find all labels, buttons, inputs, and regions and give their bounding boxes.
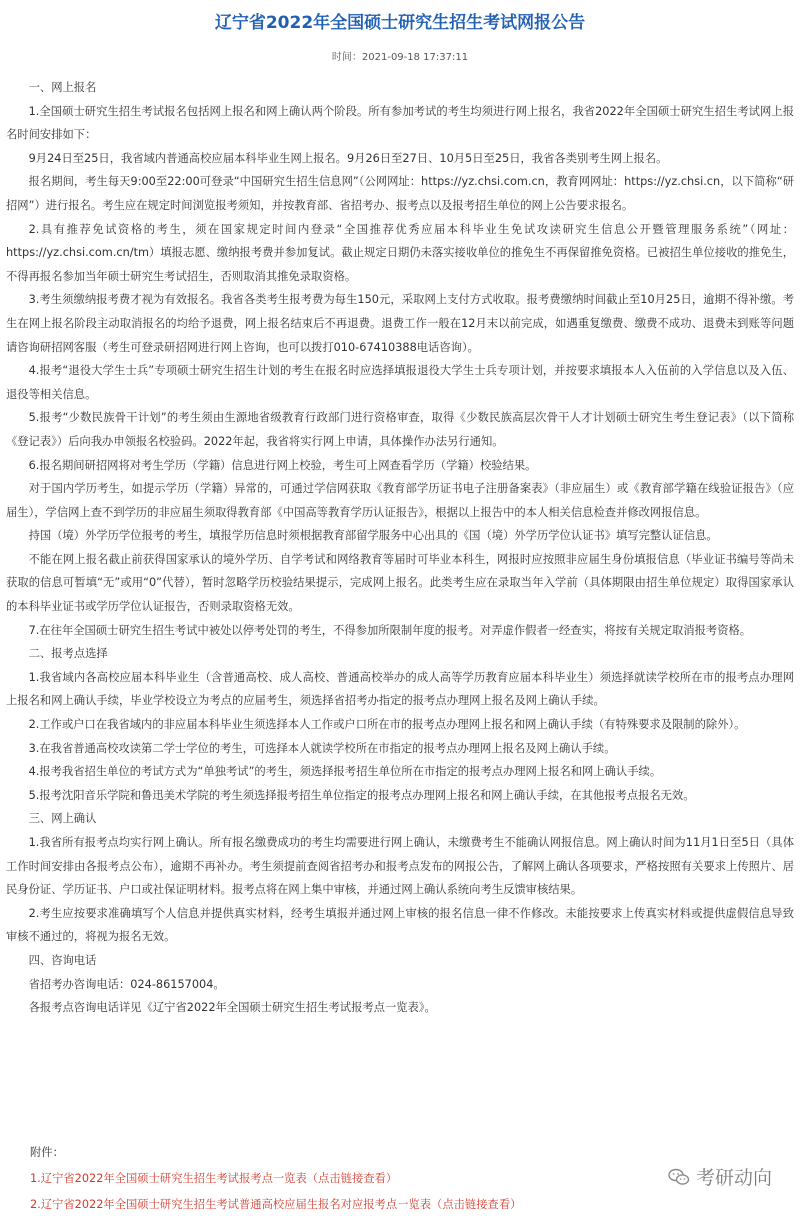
paragraph: 1.全国硕士研究生招生考试报名包括网上报名和网上确认两个阶段。所有参加考试的考生均须进行网上报名，我省2022年全国硕士研究生招生考试网上报名时间安排如下： xyxy=(6,104,794,142)
paragraph: 5.报考沈阳音乐学院和鲁迅美术学院的考生须选择报考招生单位指定的报考点办理网上报名和网上确认手续，在其他报考点报名无效。 xyxy=(28,788,695,802)
paragraph: 4.报考我省招生单位的考试方式为“单独考试”的考生，须选择报考招生单位所在市指定的报考点办理网上报名和网上确认手续。 xyxy=(28,765,662,779)
page-title: 辽宁省2022年全国硕士研究生招生考试网报公告 xyxy=(214,13,586,33)
paragraph: 1.我省域内各高校应届本科毕业生（含普通高校、成人高校、普通高校举办的成人高等学历教育应届本科毕业生）须选择就读学校所在市的报考点办理网上报名和网上确认手续，毕业学校设立为考点的应届考生，须选择省招考办指定的报考点办理网上报名及网上确认手续。 xyxy=(6,670,794,708)
watermark-text: 考研动向 xyxy=(696,1167,773,1189)
article-body xyxy=(6,76,794,1020)
paragraph: 不能在网上报名截止前获得国家承认的境外学历、自学考试和网络教育等届时可毕业本科生，网报时应按照非应届生身份填报信息（毕业证书编号等尚未获取的信息可暂填“无”或用“0”代替），暂时忽略学历校验结果提示，完成网上报名。此类考生应在录取当年入学前（具体期限由招生单位规定）取得国家承认的本科毕业证书或学历学位认证报告，否则录取资格无效。 xyxy=(6,552,794,614)
paragraph: 4.报考“退役大学生士兵”专项硕士研究生招生计划的考生在报名时应选择填报退役大学生士兵专项计划，并按要求填报本人入伍前的入学信息以及入伍、退役等相关信息。 xyxy=(6,364,794,401)
paragraph: 3.考生须缴纳报考费才视为有效报名。我省各类考生报考费为每生150元，采取网上支付方式收取。报考费缴纳时间截止至10月25日，逾期不得补缴。考生在网上报名阶段主动取消报名的均给予退费，网上报名结束后不再退费。退费工作一般在12月末以前完成，如遇重复缴费、缴费不成功、退费未到账等问题请咨询研招网客服（考生可登录研招网进行网上咨询，也可以拨打010-67410388电话咨询）。 xyxy=(6,293,794,354)
paragraph: 9月24日至25日，我省域内普通高校应届本科毕业生网上报名。9月26日至27日、10月5日至25日，我省各类别考生网上报名。 xyxy=(28,151,668,165)
paragraph: 省招考办咨询电话：024-86157004。 xyxy=(28,977,225,991)
watermark xyxy=(668,1163,772,1190)
attachment-link-1[interactable]: 1.辽宁省2022年全国硕士研究生招生考试报考点一览表（点击链接查看） xyxy=(30,1172,398,1185)
paragraph: 1.我省所有报考点均实行网上确认。所有报名缴费成功的考生均需要进行网上确认，未缴费考生不能确认网报信息。网上确认时间为11月1日至5日（具体工作时间安排由各报考点公布），逾期不再补办。考生须提前查阅省招考办和报考点发布的网报公告，了解网上确认各项要求，严格按照有关要求上传照片、居民身份证、学历证书、户口或社保证明材料。报考点将在网上集中审核，并通过网上确认系统向考生反馈审核结果。 xyxy=(6,836,794,897)
attachments-label: 附件： xyxy=(30,1146,64,1159)
section-heading: 四、咨询电话 xyxy=(28,953,97,967)
paragraph: 持国（境）外学历学位报考的考生，填报学历信息时须根据教育部留学服务中心出具的《国（境）外学历学位认证书》填写完整认证信息。 xyxy=(28,529,718,543)
paragraph: 报名期间，考生每天9:00至22:00可登录“中国研究生招生信息网”（公网网址：https://yz.chsi.com.cn，教育网网址：https://yz.chsi.cn，以下简称“研招网”）进行报名。考生应在规定时间浏览报考须知，并按教育部、省招考办、报考点以及报考招生单位的网上公告要求报名。 xyxy=(6,175,794,212)
paragraph: 6.报名期间研招网将对考生学历（学籍）信息进行网上校验，考生可上网查看学历（学籍）校验结果。 xyxy=(28,458,537,472)
paragraph: 对于国内学历考生，如提示学历（学籍）异常的，可通过学信网获取《教育部学历证书电子注册备案表》（非应届生）或《教育部学籍在线验证报告》（应届生），学信网上查不到学历的非应届生须取得教育部《中国高等教育学历认证报告》，根据以上报告中的本人相关信息检查并修改网报信息。 xyxy=(6,482,794,519)
wechat-icon xyxy=(668,1168,690,1186)
section-heading: 三、网上确认 xyxy=(28,812,97,826)
paragraph: 2.具有推荐免试资格的考生，须在国家规定时间内登录“全国推荐优秀应届本科毕业生免试攻读研究生信息公开暨管理服务系统”（网址：https://yz.chsi.com.cn/tm）填报志愿、缴纳报考费并参加复试。截止规定日期仍未落实接收单位的推免生不再保留推免资格。已被招生单位接收的推免生，不得再报名参加当年硕士研究生考试招生，否则取消其推免录取资格。 xyxy=(6,222,794,283)
section-heading: 一、网上报名 xyxy=(28,81,97,94)
paragraph: 3.在我省普通高校攻读第二学士学位的考生，可选择本人就读学校所在市指定的报考点办理网上报名及网上确认手续。 xyxy=(28,741,616,755)
paragraph: 7.在往年全国硕士研究生招生考试中被处以停考处罚的考生，不得参加所限制年度的报考。对弄虚作假者一经查实，将按有关规定取消报考资格。 xyxy=(28,623,752,637)
paragraph: 2.工作或户口在我省域内的非应届本科毕业生须选择本人工作或户口所在市的报考点办理网上报名和网上确认手续（有特殊要求及限制的除外）。 xyxy=(28,718,746,732)
attachment-link-2[interactable]: 2.辽宁省2022年全国硕士研究生招生考试普通高校应届生报名对应报考点一览表（点击链接查看） xyxy=(30,1198,522,1211)
section-heading: 二、报考点选择 xyxy=(28,647,108,661)
paragraph: 各报考点咨询电话详见《辽宁省2022年全国硕士研究生招生考试报考点一览表》。 xyxy=(28,1001,436,1015)
paragraph: 5.报考“少数民族骨干计划”的考生须由生源地省级教育行政部门进行资格审查，取得《少数民族高层次骨干人才计划硕士研究生考生登记表》（以下简称《登记表》）后向我办申领报名校验码。2022年起，我省将实行网上申请，具体操作办法另行通知。 xyxy=(6,411,794,448)
paragraph: 2.考生应按要求准确填写个人信息并提供真实材料，经考生填报并通过网上审核的报名信息一律不作修改。未能按要求上传真实材料或提供虚假信息导致审核不通过的，将视为报名无效。 xyxy=(6,906,794,944)
publish-time: 时间：2021-09-18 17:37:11 xyxy=(331,52,469,63)
